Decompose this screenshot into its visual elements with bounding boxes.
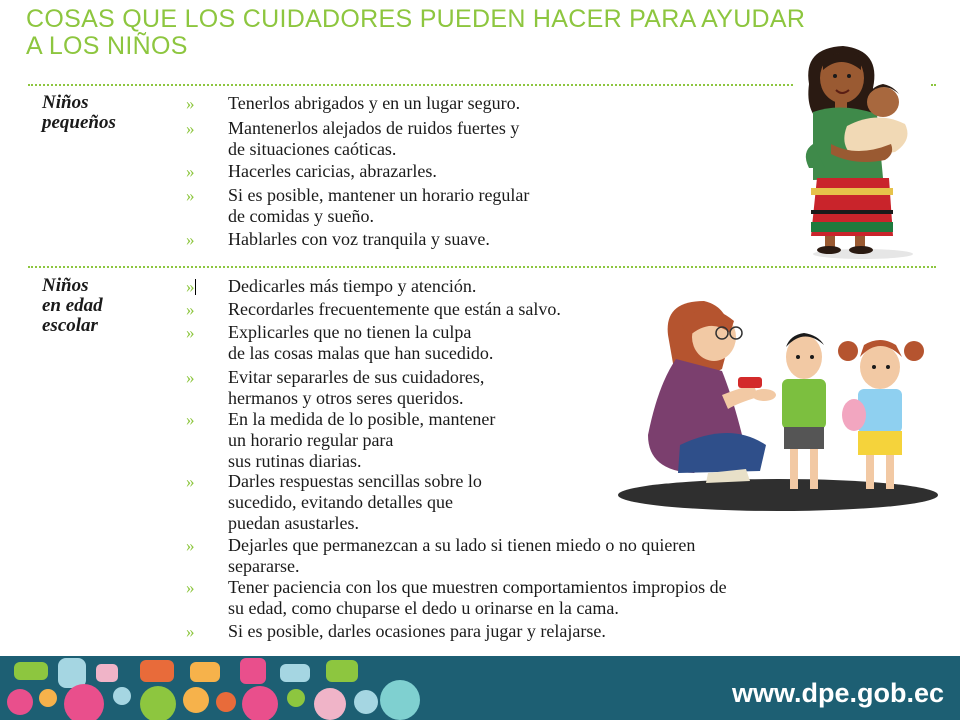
decorative-dots-pattern <box>0 656 440 720</box>
section-divider-middle <box>28 266 936 268</box>
text-cursor <box>195 279 196 295</box>
list-item-text: Dejarles que permanezcan a su lado si tienen miedo o no quieren <box>228 535 696 555</box>
website-url: www.dpe.gob.ec <box>731 678 944 708</box>
list-item-text: Hablarles con voz tranquila y suave. <box>228 229 490 249</box>
footer-banner <box>0 656 960 720</box>
list-item-text: de situaciones caóticas. <box>228 139 397 159</box>
list-item-text: Hacerles caricias, abrazarles. <box>228 161 437 181</box>
list-item-text: En la medida de lo posible, mantener <box>228 409 496 429</box>
title-line-1: COSAS QUE LOS CUIDADORES PUEDEN HACER PARA AYUDAR <box>26 5 806 33</box>
list-item-text: Si es posible, mantener un horario regular <box>228 185 530 205</box>
bullet-chevron: » <box>186 536 195 555</box>
section-label-line: en edad <box>42 295 103 316</box>
bullet-chevron: » <box>186 277 195 296</box>
bullet-chevron: » <box>186 162 195 181</box>
bullet-chevron: » <box>186 410 195 429</box>
list-item-text: Mantenerlos alejados de ruidos fuertes y <box>228 118 520 138</box>
list-item-text: hermanos y otros seres queridos. <box>228 388 464 408</box>
list-item-text: puedan asustarles. <box>228 513 359 533</box>
bullet-chevron: » <box>186 472 195 491</box>
list-item-text: Si es posible, darles ocasiones para jugar y relajarse. <box>228 621 606 641</box>
list-item-text: de comidas y sueño. <box>228 206 374 226</box>
bullet-chevron: » <box>186 119 195 138</box>
section-label-line: Niños <box>42 92 89 113</box>
list-item-text: Tenerlos abrigados y en un lugar seguro. <box>228 93 521 113</box>
list-item-text: Darles respuestas sencillas sobre lo <box>228 471 482 491</box>
list-item-text: Tener paciencia con los que muestren comportamientos impropios de <box>228 577 727 597</box>
caregiver-with-children-illustration <box>618 295 940 525</box>
title-line-2: A LOS NIÑOS <box>26 32 188 60</box>
list-item-text: sucedido, evitando detalles que <box>228 492 453 512</box>
list-item-text: Dedicarles más tiempo y atención. <box>228 276 477 296</box>
list-item-text: su edad, como chuparse el dedo u orinarse en la cama. <box>228 598 619 618</box>
list-item-text: separarse. <box>228 556 300 576</box>
list-item-text: un horario regular para <box>228 430 394 450</box>
section-label-ninos-pequenos <box>42 93 116 133</box>
bullet-chevron: » <box>186 186 195 205</box>
list-item-text: Evitar separarles de sus cuidadores, <box>228 367 485 387</box>
bullet-chevron: » <box>186 323 195 342</box>
list-item-text: sus rutinas diarias. <box>228 451 362 471</box>
list-item-text: Explicarles que no tienen la culpa <box>228 322 472 342</box>
list-item-text: Recordarles frecuentemente que están a salvo. <box>228 299 561 319</box>
bullet-chevron: » <box>186 230 195 249</box>
bullet-chevron: » <box>186 578 195 597</box>
bullet-chevron: » <box>186 300 195 319</box>
bullet-chevron: » <box>186 622 195 641</box>
bullet-chevron: » <box>186 368 195 387</box>
list-item-text: de las cosas malas que han sucedido. <box>228 343 494 363</box>
section-label-ninos-edad-escolar <box>42 276 103 336</box>
section-label-line: Niños <box>42 275 89 296</box>
section-label-line: pequeños <box>42 112 116 133</box>
section-label-line: escolar <box>42 315 98 336</box>
mother-holding-baby-illustration <box>795 40 930 260</box>
bullet-chevron: » <box>186 94 195 113</box>
